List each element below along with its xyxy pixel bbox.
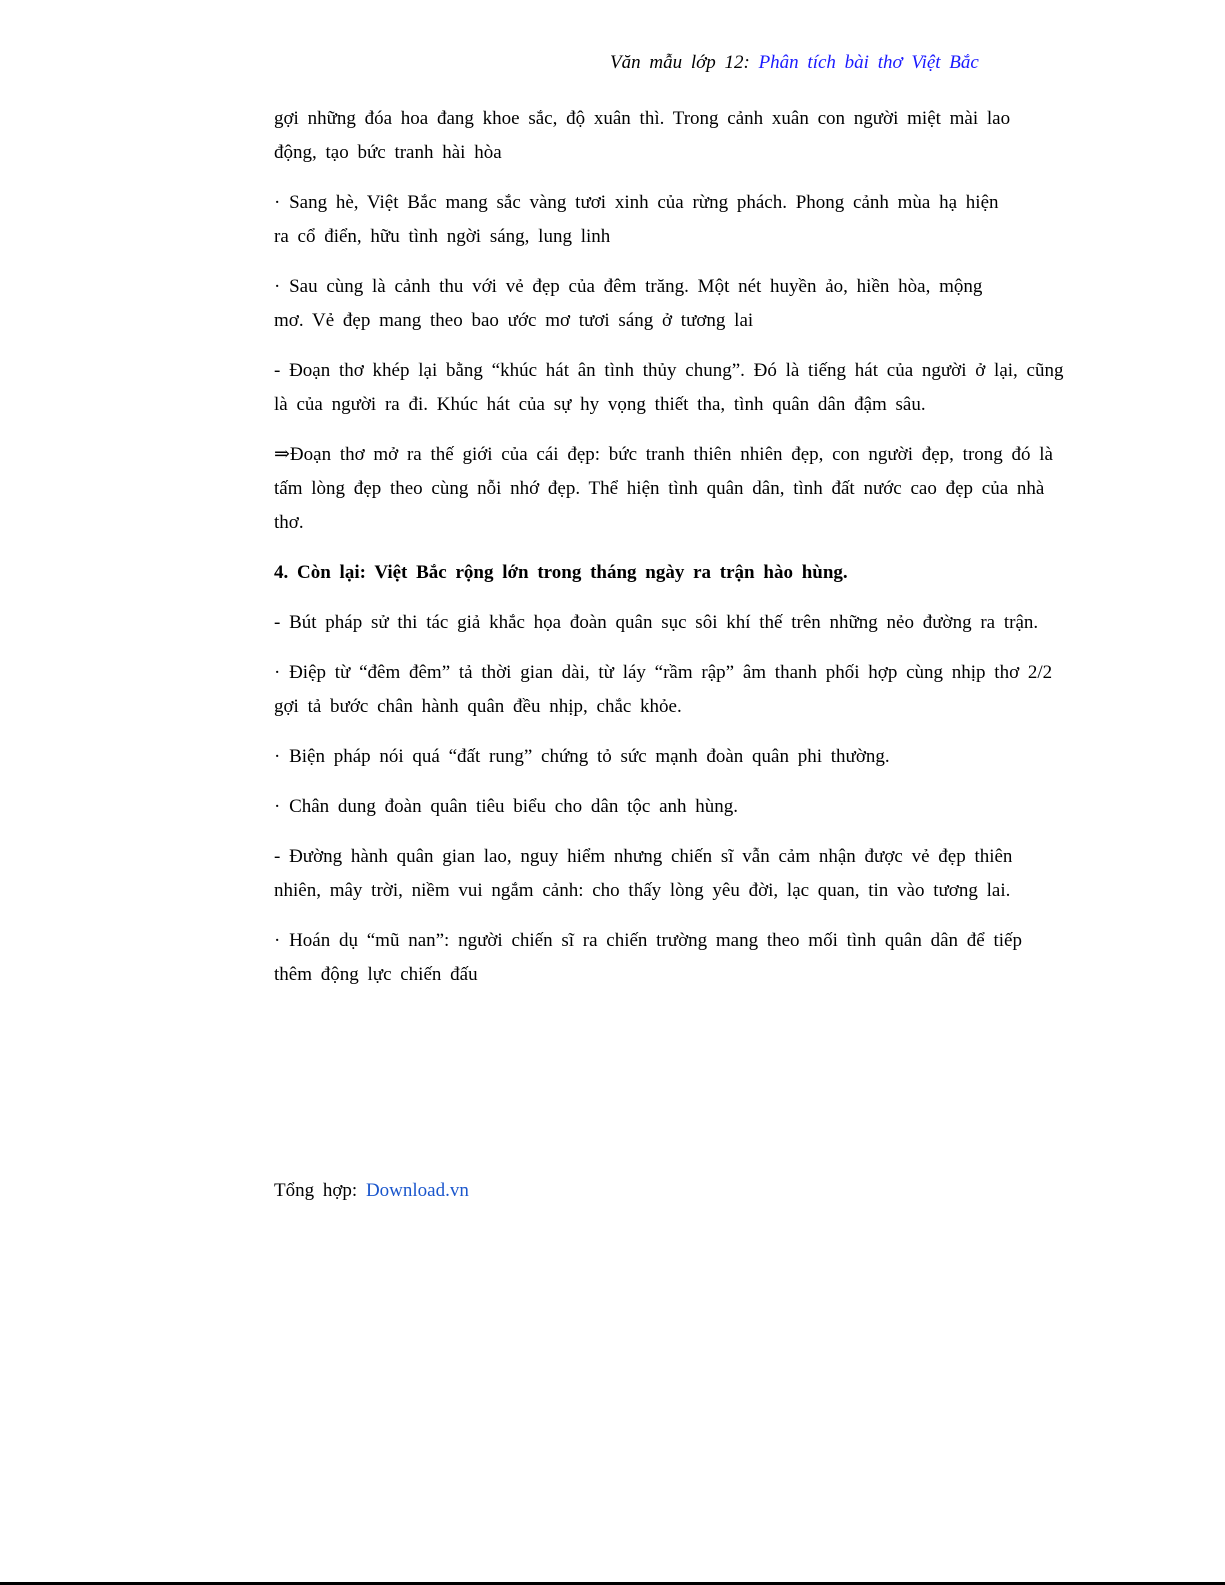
paragraph: · Chân dung đoàn quân tiêu biểu cho dân tộc anh hùng. bbox=[274, 796, 739, 817]
paragraph: ⇒Đoạn thơ mở ra thế giới của cái đẹp: bức tranh thiên nhiên đẹp, con người đẹp, trong đó là tấm lòng đẹp theo cùng nỗi nhớ đẹp. Thể hiện tình quân dân, tình đất nước cao đẹp của nhà thơ. bbox=[274, 444, 1053, 533]
section-heading: 4. Còn lại: Việt Bắc rộng lớn trong tháng ngày ra trận hào hùng. bbox=[274, 562, 848, 583]
paragraph: · Hoán dụ “mũ nan”: người chiến sĩ ra chiến trường mang theo mối tình quân dân để tiếp thêm động lực chiến đấu bbox=[274, 930, 1022, 985]
header-link[interactable]: Phân tích bài thơ Việt Bắc bbox=[758, 52, 979, 73]
paragraph: - Đoạn thơ khép lại bằng “khúc hát ân tình thủy chung”. Đó là tiếng hát của người ở lại, cũng là của người ra đi. Khúc hát của sự hy vọng thiết tha, tình quân dân đậm sâu. bbox=[274, 360, 1064, 415]
paragraph: · Sau cùng là cảnh thu với vẻ đẹp của đêm trăng. Một nét huyền ảo, hiền hòa, mộng mơ. Vẻ đẹp mang theo bao ước mơ tươi sáng ở tương lai bbox=[274, 276, 983, 331]
paragraph: - Đường hành quân gian lao, nguy hiểm nhưng chiến sĩ vẫn cảm nhận được vẻ đẹp thiên nhiên, mây trời, niềm vui ngắm cảnh: cho thấy lòng yêu đời, lạc quan, tin vào tương lai. bbox=[274, 846, 1013, 901]
paragraph: · Sang hè, Việt Bắc mang sắc vàng tươi xinh của rừng phách. Phong cảnh mùa hạ hiện ra cổ điển, hữu tình ngời sáng, lung linh bbox=[274, 192, 999, 247]
paragraph: · Điệp từ “đêm đêm” tả thời gian dài, từ láy “rầm rập” âm thanh phối hợp cùng nhịp thơ 2/2 gợi tả bước chân hành quân đều nhịp, chắc khỏe. bbox=[274, 662, 1053, 717]
paragraph: gợi những đóa hoa đang khoe sắc, độ xuân thì. Trong cảnh xuân con người miệt mài lao động, tạo bức tranh hài hòa bbox=[274, 108, 1011, 163]
document-body bbox=[274, 102, 1064, 1008]
paragraph: · Biện pháp nói quá “đất rung” chứng tỏ sức mạnh đoàn quân phi thường. bbox=[274, 746, 890, 767]
footer-label: Tổng hợp: bbox=[274, 1180, 366, 1201]
paragraph: - Bút pháp sử thi tác giả khắc họa đoàn quân sục sôi khí thế trên những nẻo đường ra trận. bbox=[274, 612, 1039, 633]
header-title: Văn mẫu lớp 12: bbox=[610, 52, 759, 73]
footer-link[interactable]: Download.vn bbox=[365, 1180, 469, 1201]
page-footer bbox=[274, 1180, 469, 1202]
page-header bbox=[610, 52, 1030, 74]
